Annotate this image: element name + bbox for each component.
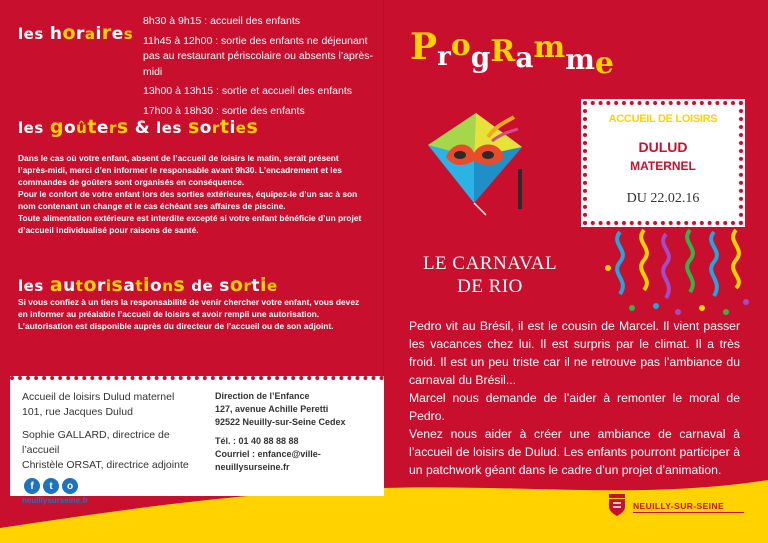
- phone: Tél. : 01 40 88 88 88: [215, 436, 299, 446]
- title-letter: a: [123, 276, 136, 296]
- story-paragraph: Venez nous aider à créer une ambiance de carnaval à l’accueil de loisirs de Dulud. Les enfants pourront participer à un patchwork géant dans le cadre d’un projet d’animation.: [409, 427, 740, 477]
- title-letter: P: [410, 26, 438, 68]
- carnaval-title-line: DE RIO: [457, 276, 523, 297]
- social-icons: [24, 478, 78, 494]
- dept-name: Direction de l’Enfance: [215, 391, 310, 401]
- title-letter: m: [565, 43, 595, 76]
- title-letter: h: [49, 24, 63, 44]
- title-letter: g: [470, 41, 491, 74]
- autorisations-paragraph: Si vous confiez à un tiers la responsabilité de venir chercher votre enfant, vous devez en informer au préalable l’accueil de loisirs et avoir rempli une autorisation.: [18, 297, 360, 319]
- title-letter: s: [219, 276, 230, 296]
- gouters-paragraph: Toute alimentation extérieure est interdite excepté si votre enfant bénéficie d’un projet d’accueil individualisé pour raisons de santé.: [18, 213, 362, 235]
- title-letter: i: [260, 274, 268, 296]
- horaire-item: 13h00 à 13h15 : sortie et accueil des enfants: [143, 85, 352, 97]
- title-letter: n: [162, 277, 174, 295]
- title-word: les: [156, 119, 182, 137]
- title-letter: r: [437, 42, 451, 72]
- programme-title: [410, 26, 614, 81]
- title-letter: o: [229, 274, 244, 296]
- title-letter: s: [246, 116, 259, 138]
- title-letter: r: [76, 24, 85, 44]
- story-paragraph: Marcel nous demande de l’aider à remonter le moral de Pedro.: [409, 391, 740, 423]
- gouters-title: [18, 116, 258, 138]
- ticket-line: ACCUEIL DE LOISIRS: [608, 113, 718, 125]
- title-letter: t: [87, 116, 97, 138]
- contact-right: [215, 390, 380, 474]
- deputy-name: Christèle ORSAT, directrice adjointe: [22, 459, 189, 471]
- title-letter: s: [173, 274, 186, 296]
- title-letter: r: [108, 119, 117, 137]
- title-letter: t: [219, 116, 230, 138]
- title-letter: r: [97, 276, 106, 296]
- title-letter: R: [490, 34, 516, 69]
- contact-left: [22, 390, 207, 473]
- title-letter: o: [199, 118, 212, 138]
- title-word: les: [18, 277, 44, 295]
- ticket-line: MATERNEL: [630, 159, 696, 173]
- title-letter: e: [235, 119, 247, 137]
- ampersand: &: [134, 118, 151, 138]
- instagram-icon[interactable]: o: [62, 478, 78, 494]
- title-letter: s: [187, 116, 200, 138]
- title-letter: s: [123, 25, 134, 43]
- dept-address: 92522 Neuilly-sur-Seine Cedex: [215, 417, 346, 427]
- title-letter: i: [95, 24, 102, 44]
- title-letter: a: [515, 41, 534, 74]
- title-word: les: [18, 25, 44, 43]
- title-letter: o: [450, 28, 471, 63]
- carnaval-title-line: LE CARNAVAL: [422, 253, 558, 274]
- gouters-text: [18, 152, 366, 236]
- title-letter: e: [267, 277, 278, 295]
- streamers-illustration: [600, 228, 750, 318]
- website-link[interactable]: neuillysurseine.fr: [22, 496, 89, 505]
- title-letter: s: [111, 274, 124, 296]
- title-letter: i: [105, 277, 112, 295]
- carnaval-story: [409, 317, 740, 479]
- title-letter: o: [83, 274, 97, 296]
- email[interactable]: Courriel : enfance@ville-neuillysurseine.fr: [215, 449, 321, 472]
- horaire-item: 17h00 à 18h30 : sortie des enfants: [143, 104, 305, 117]
- city-crest-icon: [607, 494, 627, 516]
- horaires-title: [18, 22, 133, 44]
- title-letter: s: [116, 116, 129, 138]
- autorisations-paragraph: L’autorisation est disponible auprès du directeur de l’accueil ou de son adjoint.: [18, 321, 334, 331]
- title-letter: a: [84, 25, 96, 43]
- horaires-list: [143, 14, 383, 123]
- title-letter: e: [594, 46, 614, 81]
- title-letter: a: [49, 274, 64, 296]
- gouters-paragraph: Dans le cas où votre enfant, absent de l’accueil de loisirs le matin, serait présent l’après-midi, merci d’en informer le responsable avant 9h30. L’encadrement et les commandes de goûters sont organisés en conséquence.: [18, 153, 342, 187]
- ticket-line: DULUD: [638, 139, 688, 155]
- title-letter: u: [63, 276, 76, 296]
- facebook-icon[interactable]: f: [24, 478, 40, 494]
- ticket-date: DU 22.02.16: [626, 191, 700, 206]
- title-letter: o: [62, 22, 76, 44]
- contact-box: [10, 376, 384, 505]
- center-name: Accueil de loisirs Dulud maternel: [22, 391, 175, 403]
- title-letter: t: [251, 276, 261, 296]
- city-underline: [633, 512, 744, 513]
- title-letter: g: [49, 116, 64, 138]
- title-letter: m: [533, 30, 566, 65]
- title-letter: t: [135, 277, 144, 295]
- title-letter: i: [143, 274, 151, 296]
- director-name: Sophie GALLARD, directrice de l’accueil: [22, 429, 170, 456]
- story-paragraph: Pedro vit au Brésil, il est le cousin de Marcel. Il vient passer les vacances chez lui. Il est surpris par le climat. Il a très froid. Il est un peu triste car il ne retrouve pas l’ambiance du carnaval du Brésil...: [409, 319, 740, 387]
- carnival-mask-kite-illustration: [418, 107, 538, 217]
- title-letter: i: [229, 118, 236, 138]
- twitter-icon[interactable]: t: [43, 478, 59, 494]
- center-address: 101, rue Jacques Dulud: [22, 406, 133, 418]
- autorisations-text: [18, 296, 366, 332]
- title-letter: r: [211, 119, 220, 137]
- title-letter: e: [96, 118, 109, 138]
- title-letter: o: [150, 276, 163, 296]
- carnaval-title: [400, 252, 580, 298]
- title-letter: e: [111, 24, 124, 44]
- title-letter: t: [75, 277, 84, 295]
- horaire-item: 11h45 à 12h00 : sortie des enfants ne déjeunant pas au restaurant périscolaire ou absents l’après-midi: [143, 34, 373, 78]
- title-word: de: [191, 277, 214, 295]
- city-name: NEUILLY-SUR-SEINE: [633, 501, 725, 511]
- horaire-item: 8h30 à 9h15 : accueil des enfants: [143, 15, 301, 27]
- gouters-paragraph: Pour le confort de votre enfant lors des sorties extérieures, équipez-le d’un sac à son nom contenant un change et le cas échéant ses affaires de piscine.: [18, 189, 358, 211]
- title-letter: o: [63, 118, 77, 138]
- title-letter: r: [243, 277, 252, 295]
- title-word: les: [18, 119, 44, 137]
- programme-ticket: [583, 101, 743, 225]
- title-letter: û: [76, 119, 88, 137]
- dept-address: 127, avenue Achille Peretti: [215, 404, 329, 414]
- autorisations-title: [18, 274, 278, 296]
- title-letter: r: [101, 22, 112, 44]
